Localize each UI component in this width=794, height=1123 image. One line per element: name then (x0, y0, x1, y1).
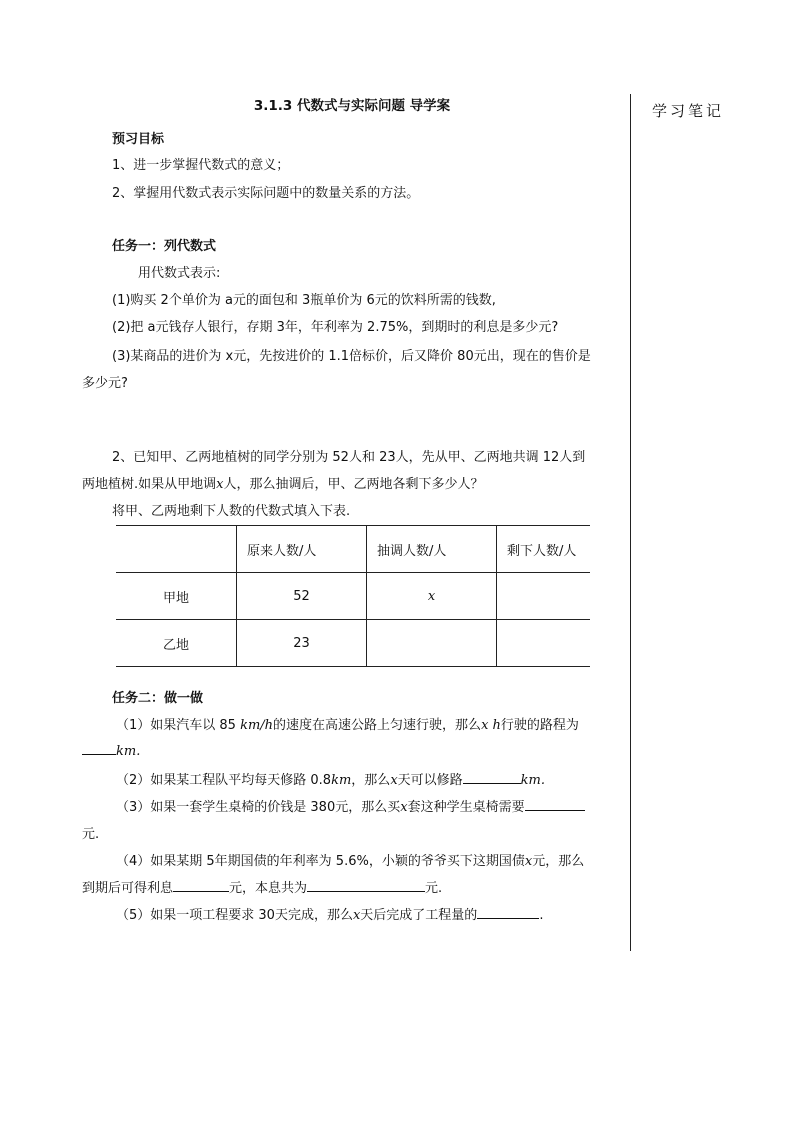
problem2-var: x (216, 477, 224, 492)
q3-text: （3）如果一套学生桌椅的价钱是 380元，那么买 (116, 800, 401, 815)
answer-blank[interactable] (307, 879, 425, 892)
table-row (116, 573, 590, 620)
table-row (116, 620, 590, 667)
answer-blank[interactable] (525, 798, 585, 811)
notes-divider (630, 94, 631, 951)
q4-text: 元，本息共为 (229, 881, 308, 896)
problem2-line1: 2、已知甲、乙两地植树的同学分别为 52人和 23人，先从甲、乙两地共调 12人到 (112, 450, 586, 465)
table-header-cell: 原来人数/人 (237, 526, 367, 573)
task2-q4-line2 (82, 877, 442, 896)
answer-blank[interactable] (477, 906, 539, 919)
q2-text: 天可以修路 (397, 773, 463, 788)
table-cell-blank[interactable] (367, 620, 497, 667)
table-header-cell: 剩下人数/人 (497, 526, 591, 573)
table-cell-blank[interactable] (497, 620, 591, 667)
table-cell: 甲地 (116, 573, 237, 620)
q5-text: . (539, 908, 544, 923)
problem2-text-b: 人，那么抽调后，甲、乙两地各剩下多少人？ (223, 477, 484, 492)
task2-q2 (116, 769, 545, 788)
q1-text: 的速度在高速公路上匀速行驶，那么 (273, 718, 482, 733)
page-title: 3.1.3 代数式与实际问题 导学案 (253, 98, 451, 114)
problem2-line3: 将甲、乙两地剩下人数的代数式填入下表. (112, 504, 351, 519)
notes-title: 学习笔记 (652, 102, 725, 120)
task2-heading: 任务二：做一做 (112, 691, 204, 706)
task1-intro: 用代数式表示: (138, 266, 221, 281)
q4-text: 元，那么 (532, 854, 585, 869)
q2-unit: km. (520, 773, 546, 788)
q5-text: （5）如果一项工程要求 30天完成，那么 (116, 908, 353, 923)
answer-blank[interactable] (82, 742, 116, 755)
preview-heading: 预习目标 (112, 132, 165, 147)
q4-text: （4）如果某期 5年期国债的年利率为 5.6%，小颖的爷爷买下这期国债 (116, 854, 525, 869)
task2-q1-line2 (82, 742, 140, 759)
task1-q1: (1)购买 2个单价为 a元的面包和 3瓶单价为 6元的饮料所需的钱数, (112, 293, 496, 308)
task1-heading: 任务一：列代数式 (112, 239, 217, 254)
problem2-line2 (82, 473, 484, 492)
q1-unit-distance: km. (116, 744, 141, 759)
q2-var: x (390, 773, 398, 788)
table-header-cell (116, 526, 237, 573)
q1-text: 行驶的路程为 (500, 718, 579, 733)
answer-blank[interactable] (173, 879, 229, 892)
task2-q1-line1 (116, 714, 579, 733)
task2-q5 (116, 904, 543, 923)
q5-text: 天后完成了工程量的 (360, 908, 478, 923)
answer-blank[interactable] (463, 771, 521, 784)
q4-text: 元. (425, 881, 443, 896)
table-header-row (116, 526, 590, 573)
task2-q3-line2: 元. (82, 827, 100, 842)
q4-var: x (524, 854, 533, 869)
task1-q3-line1: (3)某商品的进价为 x元，先按进价的 1.1倍标价，后又降价 80元出，现在的售价是 (112, 349, 591, 364)
table-cell: 52 (237, 573, 367, 620)
q3-text: 套这种学生桌椅需要 (407, 800, 525, 815)
task2-q3-line1 (116, 796, 585, 815)
task1-q2: (2)把 a元钱存人银行，存期 3年，年利率为 2.75%，到期时的利息是多少元? (112, 320, 559, 335)
preview-item-1: 1、进一步掌握代数式的意义； (112, 158, 290, 173)
q1-unit-speed: km/h (240, 718, 274, 733)
table-cell: 乙地 (116, 620, 237, 667)
q4-text: 到期后可得利息 (82, 881, 174, 896)
q1-text: （1）如果汽车以 85 (116, 718, 241, 733)
remaining-people-table (116, 525, 590, 667)
problem2-text-a: 两地植树.如果从甲地调 (82, 477, 217, 492)
q2-unit: km (331, 773, 352, 788)
q2-text: ，那么 (351, 773, 391, 788)
preview-item-2: 2、掌握用代数式表示实际问题中的数量关系的方法。 (112, 186, 420, 201)
q1-var: x h (481, 718, 501, 733)
table-cell: x (367, 573, 497, 620)
task2-q4-line1 (116, 850, 584, 869)
q5-var: x (352, 908, 361, 923)
table-cell-blank[interactable] (497, 573, 591, 620)
q3-var: x (400, 800, 408, 815)
table-header-cell: 抽调人数/人 (367, 526, 497, 573)
q2-text: （2）如果某工程队平均每天修路 0.8 (116, 773, 332, 788)
table-cell: 23 (237, 620, 367, 667)
task1-q3-line2: 多少元? (82, 376, 128, 391)
